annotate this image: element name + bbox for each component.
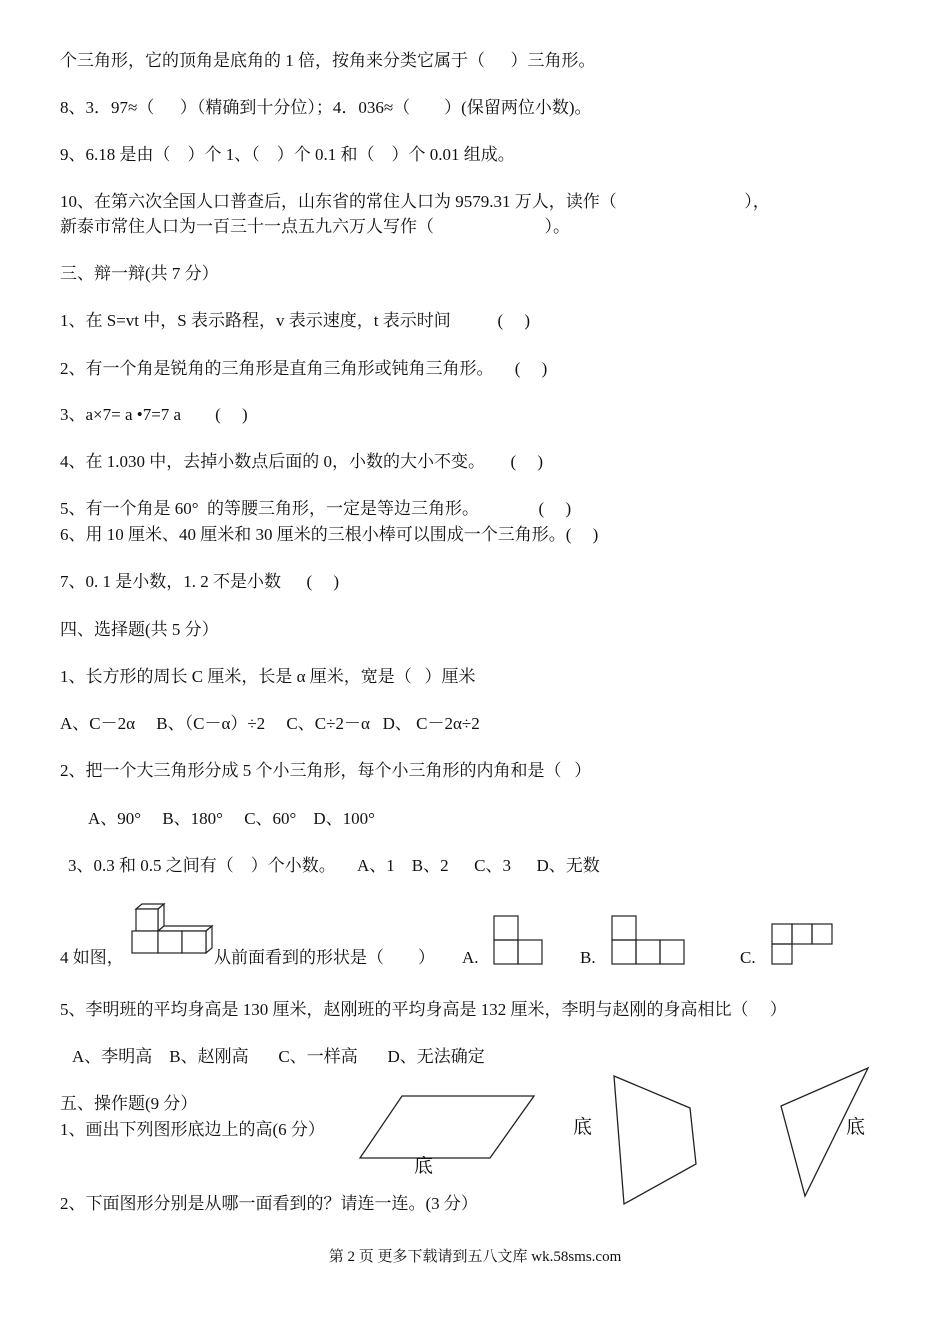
judge-item-5: 5、有一个角是 60° 的等腰三角形，一定是等边三角形。 ( ) <box>60 499 572 518</box>
option-a-label: A. <box>462 948 479 967</box>
page-footer: 第 2 页 更多下载请到五八文库 wk.58sms.com <box>328 1249 622 1265</box>
option-c-label: C. <box>740 948 756 967</box>
judge-item-6: 6、用 10 厘米、40 厘米和 30 厘米的三根小棒可以围成一个三角形。( ) <box>60 525 599 544</box>
fill-blank-10-line1: 10、在第六次全国人口普查后，山东省的常住人口为 9579.31 万人，读作（ ）， <box>60 192 770 211</box>
choice-4-prefix: 4 如图， <box>60 948 124 967</box>
section-3-heading: 三、辩一辩(共 7 分） <box>60 264 219 283</box>
judge-item-7: 7、0. 1 是小数，1. 2 不是小数 ( ) <box>60 572 340 591</box>
choice-5: 5、李明班的平均身高是 130 厘米，赵刚班的平均身高是 132 厘米，李明与赵刚的身高相比（ ） <box>60 1000 787 1019</box>
parallelogram-figure <box>358 1094 538 1177</box>
judge-item-1: 1、在 S=vt 中，S 表示路程，v 表示速度，t 表示时间 ( ) <box>60 311 531 330</box>
fill-blank-8: 8、3．97≈（ ）（精确到十分位）；4．036≈（ ）(保留两位小数)。 <box>60 98 592 117</box>
operation-1: 1、画出下列图形底边上的高(6 分） <box>60 1120 325 1139</box>
judge-item-2: 2、有一个角是锐角的三角形是直角三角形或钝角三角形。 ( ) <box>60 359 548 378</box>
base-label-3: 底 <box>846 1116 866 1138</box>
option-a-shape <box>493 915 543 965</box>
section-5-heading: 五、操作题(9 分） <box>60 1094 198 1113</box>
trapezoid-figure <box>570 1072 710 1212</box>
triangle-figure <box>777 1066 877 1200</box>
choice-2: 2、把一个大三角形分成 5 个小三角形，每个小三角形的内角和是（ ） <box>60 761 592 780</box>
choice-2-options: A、90° B、180° C、60° D、100° <box>88 809 375 828</box>
operation-2: 2、下面图形分别是从哪一面看到的？请连一连。(3 分） <box>60 1194 478 1213</box>
cube-stack-figure <box>128 903 214 961</box>
option-b-shape <box>611 915 685 965</box>
choice-1: 1、长方形的周长 C 厘米，长是 α 厘米，宽是（ ）厘米 <box>60 667 476 686</box>
judge-item-4: 4、在 1.030 中，去掉小数点后面的 0，小数的大小不变。 ( ) <box>60 452 544 471</box>
option-b-label: B. <box>580 948 596 967</box>
base-label-1: 底 <box>414 1155 434 1177</box>
section-4-heading: 四、选择题(共 5 分） <box>60 620 219 639</box>
choice-3: 3、0.3 和 0.5 之间有（ ）个小数。 A、1 B、2 C、3 D、无数 <box>68 856 600 875</box>
choice-4-question: 从前面看到的形状是（ ） <box>214 948 435 967</box>
judge-item-3: 3、a×7= a •7=7 a ( ) <box>60 405 248 424</box>
choice-5-options: A、李明高 B、赵刚高 C、一样高 D、无法确定 <box>72 1047 485 1066</box>
base-label-2: 底 <box>573 1116 593 1138</box>
choice-1-options: A、C－2α B、（C－α）÷2 C、C÷2－α D、 C－2α÷2 <box>60 714 480 733</box>
option-c-shape <box>771 923 835 967</box>
fill-blank-10-line2: 新泰市常住人口为一百三十一点五九六万人写作（ ）。 <box>60 217 570 236</box>
fill-blank-7-cont: 个三角形，它的顶角是底角的 1 倍，按角来分类它属于（ ）三角形。 <box>60 51 596 70</box>
fill-blank-9: 9、6.18 是由（ ）个 1、（ ）个 0.1 和（ ）个 0.01 组成。 <box>60 145 515 164</box>
